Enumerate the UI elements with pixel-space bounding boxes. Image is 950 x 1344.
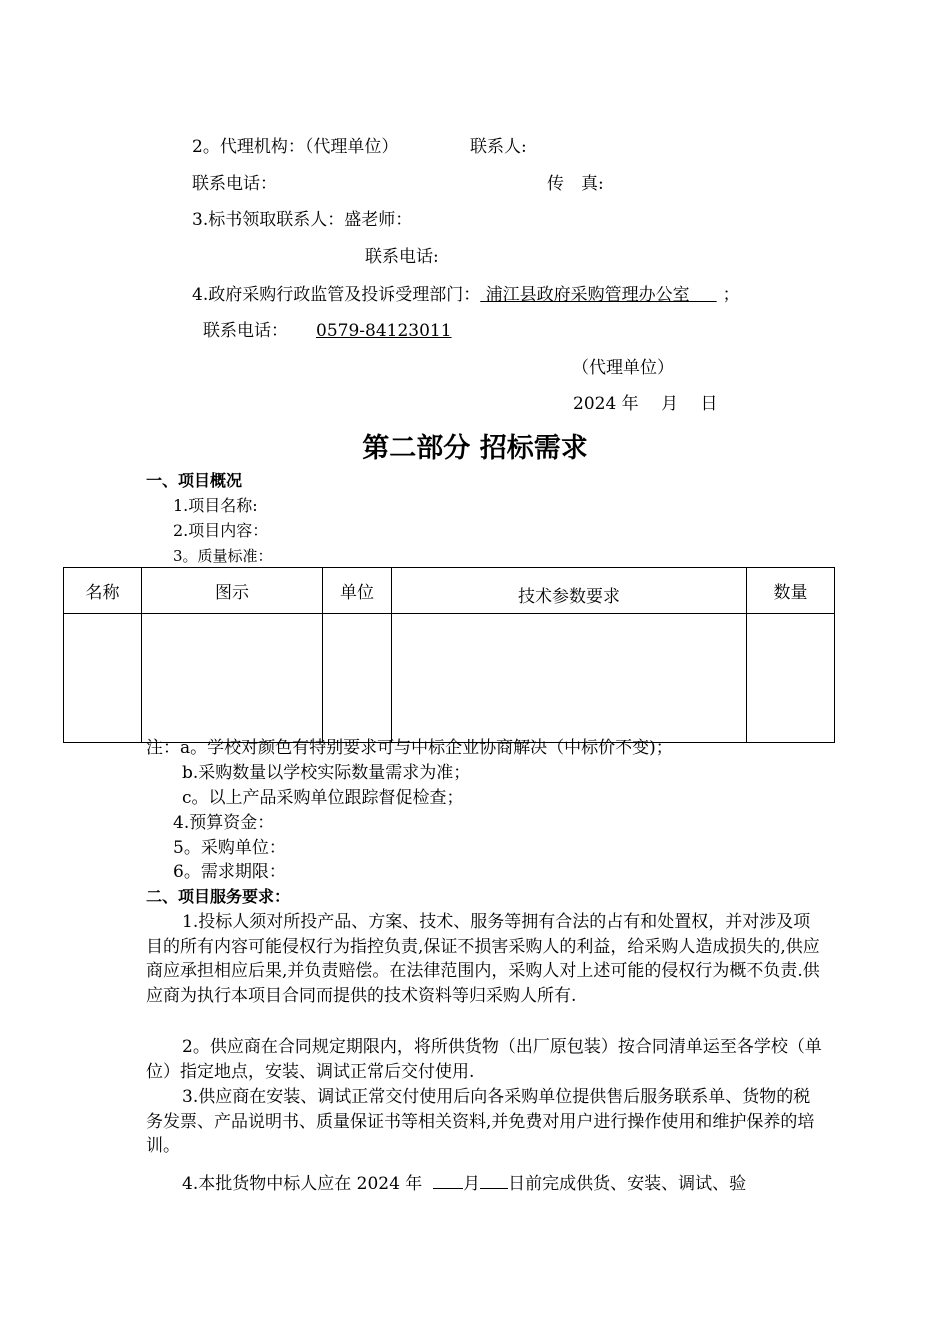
col-header-quantity: 数量: [747, 568, 835, 614]
requirements-table: [63, 567, 835, 743]
budget-label: 4.预算资金：: [173, 813, 275, 833]
overview-item-content: 2.项目内容：: [173, 521, 269, 540]
service-heading: 二、项目服务要求：: [146, 887, 291, 906]
phone-label: 联系电话：: [192, 174, 277, 194]
table-cell: [64, 614, 142, 743]
note-c: c。以上产品采购单位跟踪督促检查；: [182, 788, 464, 808]
table-cell: [747, 614, 835, 743]
service-paragraph-1: 1.投标人须对所投产品、方案、技术、服务等拥有合法的占有和处置权，并对涉及项目的所有内容可能侵权行为指控负责,保证不损害采购人的利益，给采购人造成损失的,供应商应承担相应后果,并负责赔偿。在法律范围内，采购人对上述可能的侵权行为概不负责.供应商为执行本项目合同而提供的技术资料等归采购人所有.: [146, 912, 820, 1006]
overview-item-name: 1.项目名称:: [173, 496, 258, 515]
date-line: 2024 年 月 日: [573, 394, 718, 414]
service-paragraph-2: 2。供应商在合同规定期限内，将所供货物（出厂原包装）按合同清单运至各学校（单位）指定地点，安装、调试正常后交付使用.: [146, 1037, 822, 1082]
col-header-name: 名称: [64, 568, 142, 614]
col-header-illustration: 图示: [142, 568, 323, 614]
table-row: [64, 614, 835, 743]
supervision-phone-label: 联系电话：: [203, 321, 288, 341]
table-cell: [392, 614, 747, 743]
section-title: 第二部分 招标需求: [362, 433, 588, 464]
service-paragraph-3: 3.供应商在安装、调试正常交付使用后向各采购单位提供售后服务联系单、货物的税务发票、产品说明书、质量保证书等相关资料,并免费对用户进行操作使用和维护保养的培训。: [146, 1087, 815, 1156]
table-cell: [142, 614, 323, 743]
table-header-row: [64, 568, 835, 614]
signature-unit: （代理单位）: [572, 358, 674, 378]
supervision-dept: 浦江县政府采购管理办公室: [485, 285, 690, 305]
table-cell: [323, 614, 392, 743]
supervision-line: [192, 285, 740, 305]
period-label: 6。需求期限：: [173, 862, 286, 882]
pickup-phone-label: 联系电话:: [365, 247, 439, 267]
buyer-label: 5。采购单位：: [173, 838, 286, 858]
overview-heading: 一、项目概况: [146, 471, 243, 490]
note-a: 注：a。学校对颜色有特别要求可与中标企业协商解决（中标价不变)；: [146, 738, 673, 758]
note-b: b.采购数量以学校实际数量需求为准；: [182, 763, 471, 783]
agency-label: 2。代理机构：（代理单位）: [192, 137, 399, 157]
day-blank: [480, 1172, 508, 1189]
col-header-specs: 技术参数要求: [392, 568, 747, 614]
supervision-phone: 0579-84123011: [316, 321, 452, 341]
supervision-end: ；: [722, 285, 740, 305]
tender-pickup-contact: 3.标书领取联系人：盛老师：: [192, 210, 413, 230]
contact-label: 联系人:: [470, 137, 527, 157]
col-header-unit: 单位: [323, 568, 392, 614]
service-paragraph-4: 4.本批货物中标人应在 2024 年 月 日前完成供货、安装、调试、验: [182, 1174, 747, 1194]
month-blank: [433, 1172, 463, 1189]
overview-item-quality: 3。质量标准：: [173, 547, 273, 565]
supervision-label: 4.政府采购行政监管及投诉受理部门：: [192, 285, 481, 305]
fax-label: 传 真:: [547, 174, 604, 194]
